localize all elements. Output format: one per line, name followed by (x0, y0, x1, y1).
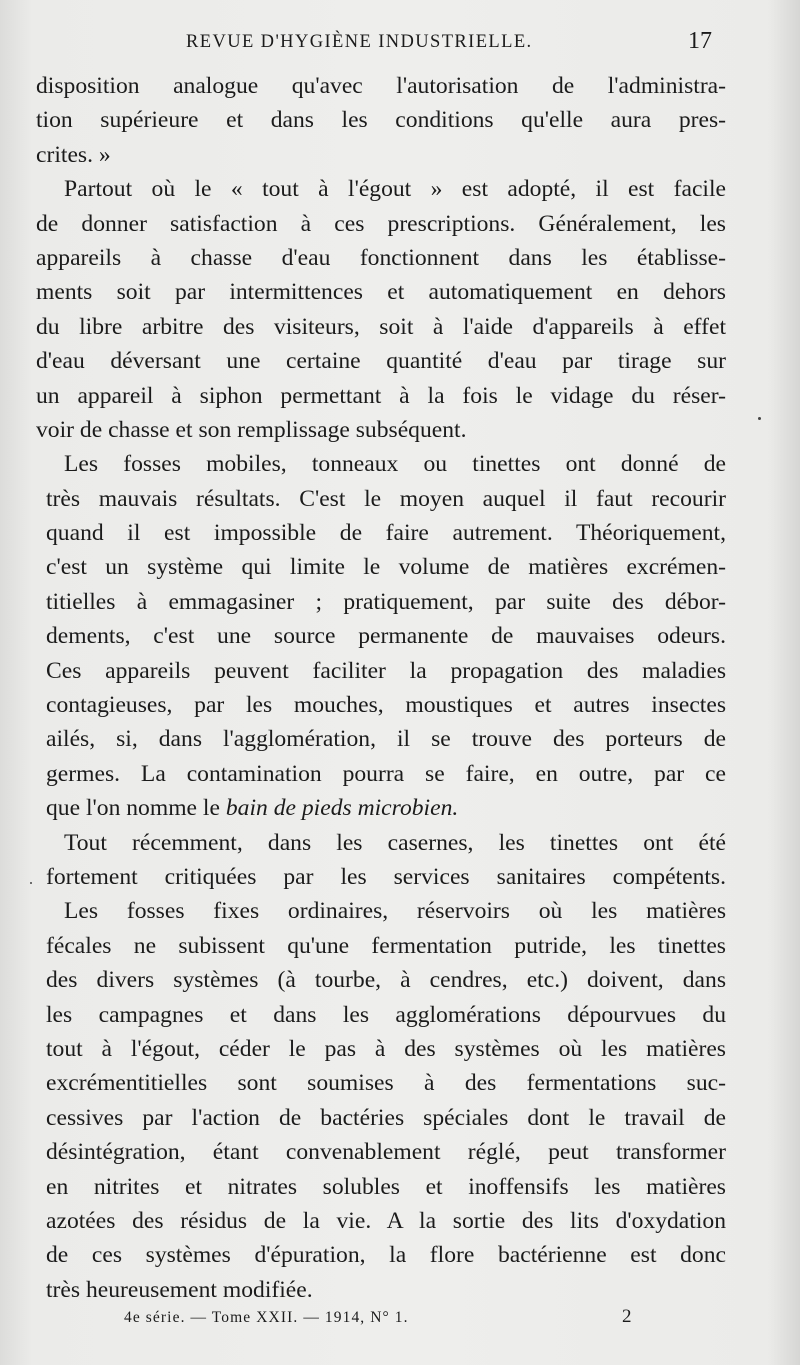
print-speck (758, 417, 761, 420)
text-line: quand il est impossible de faire autrement. Théoriquement, (46, 520, 726, 547)
text-line: Les fosses fixes ordinaires, réservoirs où les matières (64, 898, 726, 925)
text-line: tout à l'égout, céder le pas à des systèmes où les matières (46, 1035, 726, 1062)
text-line: ailés, si, dans l'agglomération, il se trouve des porteurs de (46, 726, 726, 753)
text-line: titielles à emmagasiner ; pratiquement, par suite des débor- (46, 588, 726, 615)
text-line: Les fosses mobiles, tonneaux ou tinettes ont donné de (64, 451, 726, 478)
page-header (0, 28, 800, 62)
text-line: dements, c'est une source permanente de mauvaises odeurs. (46, 623, 726, 650)
text-line: de donner satisfaction à ces prescriptions. Généralement, les (36, 210, 726, 237)
text-line: du libre arbitre des visiteurs, soit à l'aide d'appareils à effet (36, 313, 726, 340)
text-line: un appareil à siphon permettant à la fois le vidage du réser- (36, 382, 726, 409)
series-signature: 4e série. — Tome XXII. — 1914, N° 1. (124, 1309, 409, 1326)
text-line: appareils à chasse d'eau fonctionnent dans les établisse- (36, 244, 726, 271)
text-line: excrémentitielles sont soumises à des fermentations suc- (46, 1070, 726, 1097)
text-line: fécales ne subissent qu'une fermentation putride, les tinettes (46, 932, 726, 959)
page-footer (0, 1306, 800, 1334)
text-line: Partout où le « tout à l'égout » est adopté, il est facile (64, 176, 726, 203)
text-line: très mauvais résultats. C'est le moyen auquel il faut recourir (46, 485, 726, 512)
running-title: REVUE D'HYGIÈNE INDUSTRIELLE. (186, 32, 533, 52)
text-line: tion supérieure et dans les conditions qu'elle aura pres- (36, 107, 726, 134)
text-line: Tout récemment, dans les casernes, les tinettes ont été (64, 829, 726, 856)
italic-phrase: bain de pieds microbien. (225, 795, 459, 822)
text-line: fortement critiquées par les services sanitaires compétents. (46, 863, 726, 890)
text-line: Ces appareils peuvent faciliter la propagation des maladies (46, 657, 726, 684)
text-line: ments soit par intermittences et automatiquement en dehors (36, 279, 726, 306)
text-line: cessives par l'action de bactéries spéciales dont le travail de (46, 1104, 726, 1131)
print-speck (30, 882, 32, 884)
text-line: disposition analogue qu'avec l'autorisation de l'administra- (36, 73, 726, 99)
text-line: germes. La contamination pourra se faire, en outre, par ce (46, 760, 726, 787)
text-line: voir de chasse et son remplissage subséquent. (36, 416, 467, 443)
text-line: très heureusement modifiée. (46, 1276, 313, 1303)
text-line: les campagnes et dans les agglomérations dépourvues du (46, 1001, 726, 1028)
text-line: c'est un système qui limite le volume de matières excrémen- (46, 554, 726, 581)
text-line: contagieuses, par les mouches, moustiques et autres insectes (46, 692, 726, 719)
text-line: désintégration, étant convenablement réglé, peut transformer (46, 1139, 726, 1166)
body-text (36, 69, 726, 1307)
page-number: 17 (688, 28, 712, 54)
text-line: d'eau déversant une certaine quantité d'eau par tirage sur (36, 348, 726, 375)
text-line: en nitrites et nitrates solubles et inoffensifs les matières (46, 1173, 726, 1200)
text-line (36, 791, 726, 825)
text-line: des divers systèmes (à tourbe, à cendres, etc.) doivent, dans (46, 967, 726, 994)
text-segment: que l'on nomme le (46, 795, 220, 822)
text-line: azotées des résidus de la vie. A la sortie des lits d'oxydation (46, 1207, 726, 1234)
text-line: de ces systèmes d'épuration, la flore bactérienne est donc (46, 1242, 726, 1269)
text-line: crites. » (36, 141, 111, 168)
sheet-number: 2 (622, 1306, 632, 1327)
